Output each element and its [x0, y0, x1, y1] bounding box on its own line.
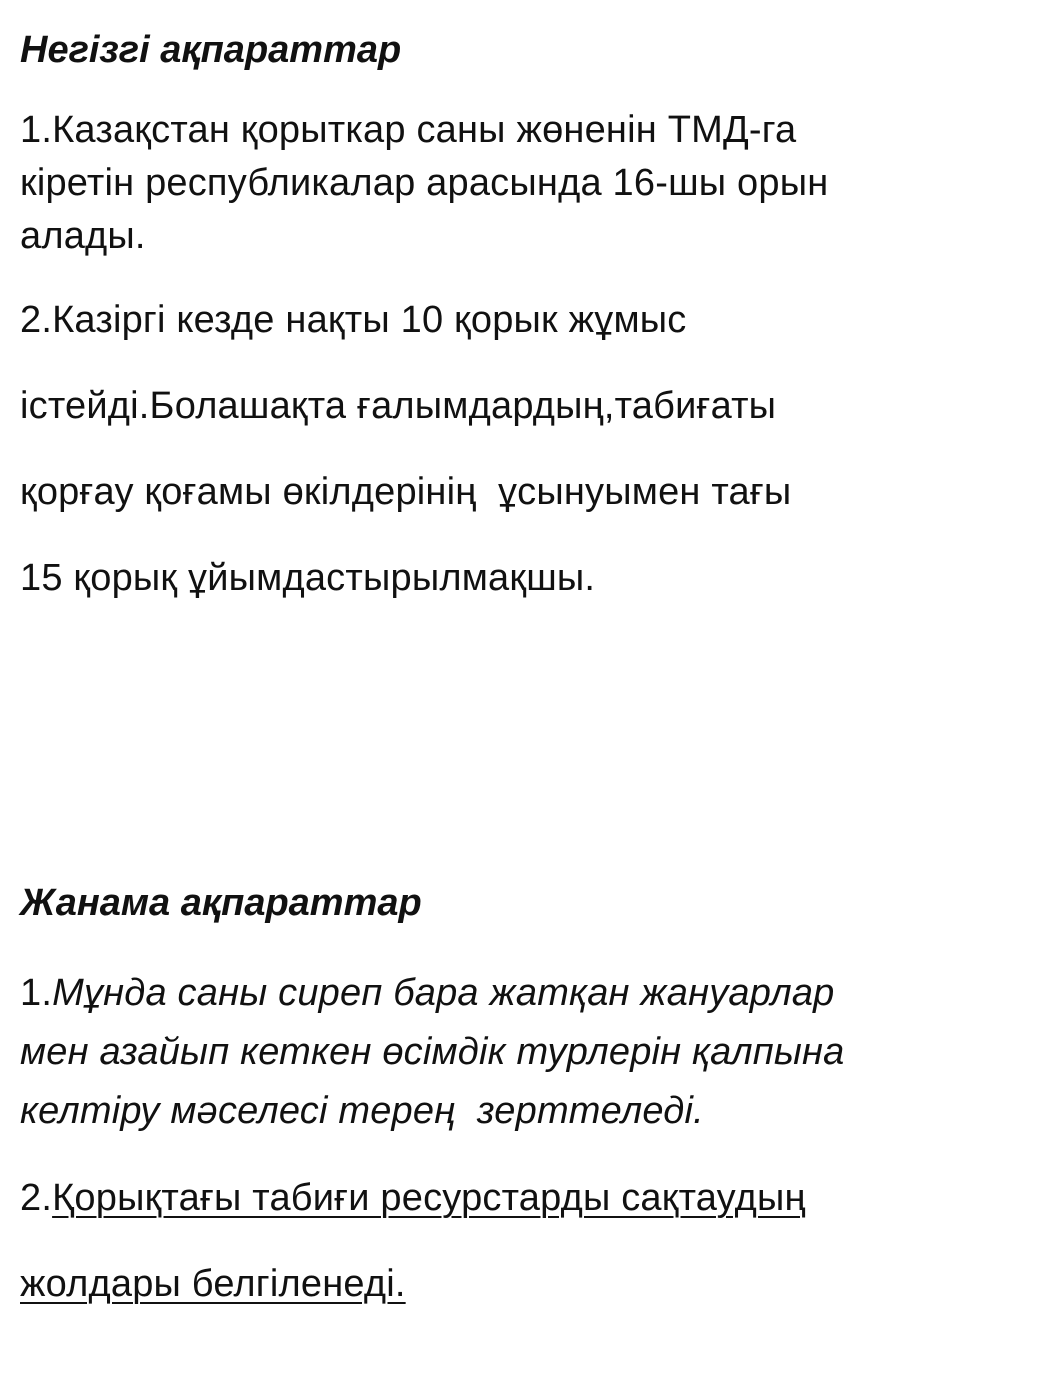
secondary-info-item-1-text: Мұнда саны сиреп бара жатқан жануарлар — [52, 972, 835, 1014]
secondary-info-item-1-line: келтіру мәселесі терең зерттеледі. — [20, 1090, 704, 1132]
main-info-item-2-line: қорғау қоғамы өкілдерінің ұсынуымен тағы — [20, 471, 792, 513]
secondary-info-item-2-line — [20, 1172, 806, 1224]
main-info-heading: Негізгі ақпараттар — [20, 29, 402, 71]
secondary-info-item-2-text: Қорықтағы табиғи ресурстарды сақтаудың — [52, 1177, 806, 1219]
main-info-item-2-line: 15 қорық ұйымдастырылмақшы. — [20, 557, 596, 599]
secondary-info-item-1-number: 1. — [20, 972, 53, 1014]
main-info-item-2-line: 2.Казіргі кезде нақты 10 қорык жұмыс — [20, 299, 687, 341]
secondary-info-item-1-line: мен азайып кеткен өсімдік турлерін қалпына — [20, 1031, 845, 1073]
secondary-info-item-1-line — [20, 967, 835, 1019]
secondary-info-item-2-number: 2. — [20, 1177, 53, 1219]
secondary-info-item-2-line: жолдары белгіленеді. — [20, 1263, 406, 1305]
main-info-item-1-line: 1.Казақстан қорыткар саны жөненін ТМД-га — [20, 109, 797, 151]
secondary-info-heading: Жанама ақпараттар — [20, 882, 422, 924]
main-info-item-2-line: істейді.Болашақта ғалымдардың,табиғаты — [20, 385, 777, 427]
main-info-item-1-line: кіретін республикалар арасында 16-шы орын — [20, 162, 829, 204]
main-info-item-1-line: алады. — [20, 215, 146, 257]
